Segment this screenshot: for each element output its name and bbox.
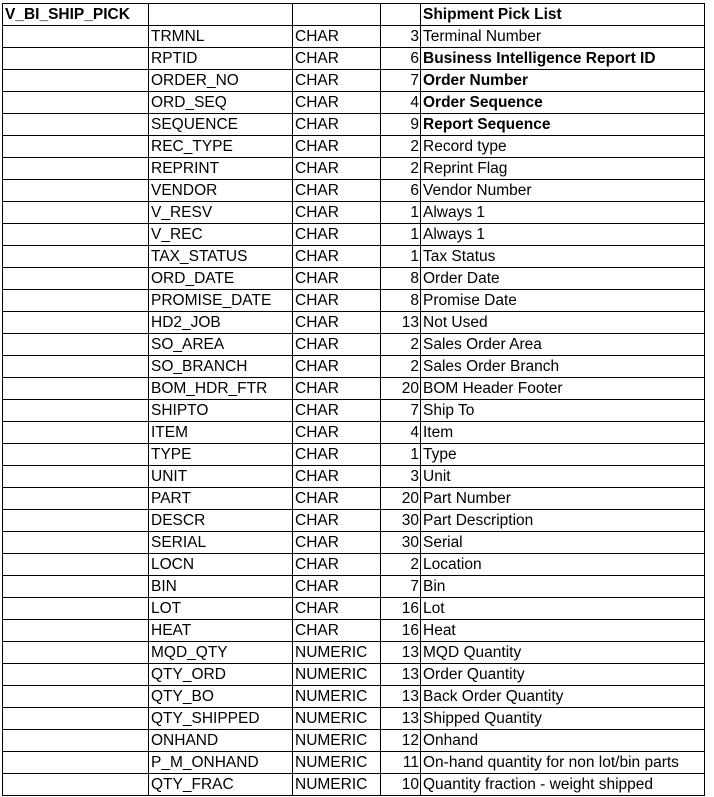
- table-row: [3, 136, 705, 158]
- field-name-cell: SEQUENCE: [149, 114, 293, 136]
- table-row: [3, 598, 705, 620]
- field-length-cell: 6: [381, 180, 421, 202]
- field-length-cell: 7: [381, 400, 421, 422]
- field-name-cell: SERIAL: [149, 532, 293, 554]
- empty-cell: [3, 246, 149, 268]
- empty-cell: [3, 466, 149, 488]
- field-type-cell: CHAR: [293, 422, 381, 444]
- field-length-cell: 1: [381, 246, 421, 268]
- field-description-cell: Sales Order Branch: [421, 356, 705, 378]
- field-name-cell: RPTID: [149, 48, 293, 70]
- field-type-cell: CHAR: [293, 356, 381, 378]
- table-row: [3, 268, 705, 290]
- field-description-cell: Report Sequence: [421, 114, 705, 136]
- field-name-cell: DESCR: [149, 510, 293, 532]
- table-row: [3, 554, 705, 576]
- empty-cell: [3, 664, 149, 686]
- field-type-cell: CHAR: [293, 488, 381, 510]
- field-description-cell: Quantity fraction - weight shipped: [421, 774, 705, 796]
- field-length-cell: 8: [381, 268, 421, 290]
- field-type-cell: CHAR: [293, 312, 381, 334]
- field-name-cell: TYPE: [149, 444, 293, 466]
- empty-cell: [3, 774, 149, 796]
- field-type-cell: CHAR: [293, 246, 381, 268]
- empty-cell: [3, 114, 149, 136]
- table-row: [3, 532, 705, 554]
- empty-cell: [3, 422, 149, 444]
- empty-cell: [3, 598, 149, 620]
- field-type-cell: CHAR: [293, 48, 381, 70]
- field-type-cell: CHAR: [293, 26, 381, 48]
- field-length-cell: 1: [381, 444, 421, 466]
- table-row: [3, 114, 705, 136]
- field-description-cell: Shipped Quantity: [421, 708, 705, 730]
- table-row: [3, 246, 705, 268]
- table-row: [3, 224, 705, 246]
- field-name-cell: QTY_SHIPPED: [149, 708, 293, 730]
- field-length-cell: 3: [381, 26, 421, 48]
- field-type-cell: CHAR: [293, 136, 381, 158]
- field-name-cell: LOCN: [149, 554, 293, 576]
- empty-cell: [3, 70, 149, 92]
- field-type-cell: CHAR: [293, 576, 381, 598]
- empty-cell: [3, 532, 149, 554]
- field-length-cell: 4: [381, 422, 421, 444]
- table-row: [3, 422, 705, 444]
- field-type-cell: CHAR: [293, 180, 381, 202]
- field-type-cell: CHAR: [293, 620, 381, 642]
- field-length-cell: 2: [381, 334, 421, 356]
- table-row: [3, 92, 705, 114]
- table-row: [3, 752, 705, 774]
- field-description-cell: Part Description: [421, 510, 705, 532]
- field-length-cell: 2: [381, 356, 421, 378]
- empty-cell: [3, 180, 149, 202]
- field-name-cell: HEAT: [149, 620, 293, 642]
- empty-cell: [3, 510, 149, 532]
- field-description-cell: Order Date: [421, 268, 705, 290]
- empty-cell: [3, 224, 149, 246]
- field-name-cell: BOM_HDR_FTR: [149, 378, 293, 400]
- field-type-cell: CHAR: [293, 400, 381, 422]
- field-length-cell: 3: [381, 466, 421, 488]
- table-row: [3, 620, 705, 642]
- field-description-cell: Type: [421, 444, 705, 466]
- field-length-cell: 2: [381, 136, 421, 158]
- table-row: [3, 708, 705, 730]
- table-row: [3, 334, 705, 356]
- field-type-cell: NUMERIC: [293, 752, 381, 774]
- field-description-cell: On-hand quantity for non lot/bin parts: [421, 752, 705, 774]
- empty-cell: [3, 400, 149, 422]
- field-name-cell: VENDOR: [149, 180, 293, 202]
- field-name-cell: LOT: [149, 598, 293, 620]
- field-name-cell: BIN: [149, 576, 293, 598]
- empty-cell: [3, 444, 149, 466]
- field-length-cell: 13: [381, 642, 421, 664]
- field-type-cell: NUMERIC: [293, 708, 381, 730]
- field-description-cell: Ship To: [421, 400, 705, 422]
- field-length-cell: 4: [381, 92, 421, 114]
- field-length-cell: 8: [381, 290, 421, 312]
- field-type-cell: CHAR: [293, 224, 381, 246]
- field-name-cell: REPRINT: [149, 158, 293, 180]
- field-description-cell: Location: [421, 554, 705, 576]
- table-row: [3, 48, 705, 70]
- field-name-cell: UNIT: [149, 466, 293, 488]
- field-length-cell: 9: [381, 114, 421, 136]
- empty-cell: [3, 158, 149, 180]
- field-type-cell: NUMERIC: [293, 642, 381, 664]
- field-description-cell: Lot: [421, 598, 705, 620]
- field-name-cell: QTY_BO: [149, 686, 293, 708]
- field-type-cell: CHAR: [293, 444, 381, 466]
- empty-cell: [3, 686, 149, 708]
- field-description-cell: Order Number: [421, 70, 705, 92]
- empty-cell: [3, 730, 149, 752]
- field-type-cell: CHAR: [293, 378, 381, 400]
- field-description-cell: Promise Date: [421, 290, 705, 312]
- field-description-cell: Item: [421, 422, 705, 444]
- field-name-cell: PROMISE_DATE: [149, 290, 293, 312]
- empty-cell: [3, 708, 149, 730]
- field-name-cell: MQD_QTY: [149, 642, 293, 664]
- field-length-cell: 16: [381, 598, 421, 620]
- field-name-cell: TRMNL: [149, 26, 293, 48]
- table-row: [3, 202, 705, 224]
- empty-cell: [3, 202, 149, 224]
- empty-cell: [3, 642, 149, 664]
- field-type-cell: CHAR: [293, 268, 381, 290]
- field-description-cell: BOM Header Footer: [421, 378, 705, 400]
- field-length-cell: 11: [381, 752, 421, 774]
- field-type-cell: CHAR: [293, 510, 381, 532]
- field-length-cell: 7: [381, 70, 421, 92]
- field-description-cell: Part Number: [421, 488, 705, 510]
- field-length-cell: 7: [381, 576, 421, 598]
- field-length-cell: 16: [381, 620, 421, 642]
- field-description-cell: Sales Order Area: [421, 334, 705, 356]
- view-name-cell: V_BI_SHIP_PICK: [3, 4, 149, 26]
- table-row: [3, 488, 705, 510]
- field-type-cell: CHAR: [293, 114, 381, 136]
- field-length-cell: 1: [381, 202, 421, 224]
- field-name-cell: ORD_SEQ: [149, 92, 293, 114]
- field-length-cell: 1: [381, 224, 421, 246]
- empty-cell: [381, 4, 421, 26]
- table-row: [3, 686, 705, 708]
- field-length-cell: 13: [381, 686, 421, 708]
- field-description-cell: Terminal Number: [421, 26, 705, 48]
- field-type-cell: CHAR: [293, 70, 381, 92]
- field-name-cell: V_RESV: [149, 202, 293, 224]
- table-row: [3, 26, 705, 48]
- header-row: [3, 4, 705, 26]
- field-name-cell: ORDER_NO: [149, 70, 293, 92]
- empty-cell: [3, 752, 149, 774]
- field-description-cell: Back Order Quantity: [421, 686, 705, 708]
- field-description-cell: Vendor Number: [421, 180, 705, 202]
- field-type-cell: CHAR: [293, 466, 381, 488]
- field-name-cell: TAX_STATUS: [149, 246, 293, 268]
- field-type-cell: CHAR: [293, 202, 381, 224]
- table-row: [3, 664, 705, 686]
- field-definition-table: [2, 3, 705, 796]
- field-length-cell: 2: [381, 554, 421, 576]
- table-row: [3, 158, 705, 180]
- field-description-cell: Business Intelligence Report ID: [421, 48, 705, 70]
- field-type-cell: NUMERIC: [293, 686, 381, 708]
- field-description-cell: Unit: [421, 466, 705, 488]
- field-name-cell: SHIPTO: [149, 400, 293, 422]
- field-length-cell: 30: [381, 510, 421, 532]
- field-length-cell: 13: [381, 312, 421, 334]
- field-name-cell: SO_AREA: [149, 334, 293, 356]
- field-length-cell: 13: [381, 664, 421, 686]
- field-description-cell: Not Used: [421, 312, 705, 334]
- field-description-cell: Always 1: [421, 202, 705, 224]
- table-row: [3, 466, 705, 488]
- field-description-cell: Heat: [421, 620, 705, 642]
- field-length-cell: 12: [381, 730, 421, 752]
- field-length-cell: 6: [381, 48, 421, 70]
- field-name-cell: PART: [149, 488, 293, 510]
- field-type-cell: CHAR: [293, 554, 381, 576]
- field-type-cell: NUMERIC: [293, 730, 381, 752]
- table-row: [3, 444, 705, 466]
- empty-cell: [3, 378, 149, 400]
- empty-cell: [3, 554, 149, 576]
- field-type-cell: CHAR: [293, 532, 381, 554]
- field-description-cell: Serial: [421, 532, 705, 554]
- table-row: [3, 290, 705, 312]
- field-type-cell: NUMERIC: [293, 664, 381, 686]
- field-length-cell: 20: [381, 378, 421, 400]
- field-name-cell: ORD_DATE: [149, 268, 293, 290]
- field-length-cell: 20: [381, 488, 421, 510]
- table-row: [3, 774, 705, 796]
- field-description-cell: Tax Status: [421, 246, 705, 268]
- table-row: [3, 356, 705, 378]
- table-row: [3, 312, 705, 334]
- table-row: [3, 70, 705, 92]
- empty-cell: [3, 576, 149, 598]
- field-length-cell: 2: [381, 158, 421, 180]
- table-row: [3, 510, 705, 532]
- table-row: [3, 576, 705, 598]
- field-name-cell: HD2_JOB: [149, 312, 293, 334]
- empty-cell: [3, 334, 149, 356]
- field-description-cell: Reprint Flag: [421, 158, 705, 180]
- field-length-cell: 13: [381, 708, 421, 730]
- table-row: [3, 400, 705, 422]
- field-name-cell: REC_TYPE: [149, 136, 293, 158]
- field-type-cell: CHAR: [293, 92, 381, 114]
- table-title-cell: Shipment Pick List: [421, 4, 705, 26]
- empty-cell: [3, 290, 149, 312]
- field-description-cell: Always 1: [421, 224, 705, 246]
- table-row: [3, 378, 705, 400]
- table-row: [3, 642, 705, 664]
- table-row: [3, 730, 705, 752]
- empty-cell: [3, 356, 149, 378]
- empty-cell: [3, 488, 149, 510]
- field-type-cell: NUMERIC: [293, 774, 381, 796]
- empty-cell: [3, 312, 149, 334]
- empty-cell: [3, 26, 149, 48]
- field-description-cell: Order Sequence: [421, 92, 705, 114]
- field-description-cell: MQD Quantity: [421, 642, 705, 664]
- field-description-cell: Bin: [421, 576, 705, 598]
- field-name-cell: QTY_FRAC: [149, 774, 293, 796]
- field-type-cell: CHAR: [293, 334, 381, 356]
- field-type-cell: CHAR: [293, 290, 381, 312]
- empty-cell: [293, 4, 381, 26]
- field-type-cell: CHAR: [293, 598, 381, 620]
- field-name-cell: SO_BRANCH: [149, 356, 293, 378]
- field-type-cell: CHAR: [293, 158, 381, 180]
- field-description-cell: Order Quantity: [421, 664, 705, 686]
- field-name-cell: QTY_ORD: [149, 664, 293, 686]
- empty-cell: [3, 92, 149, 114]
- table-row: [3, 180, 705, 202]
- field-length-cell: 10: [381, 774, 421, 796]
- field-name-cell: ONHAND: [149, 730, 293, 752]
- empty-cell: [3, 620, 149, 642]
- field-name-cell: ITEM: [149, 422, 293, 444]
- field-name-cell: P_M_ONHAND: [149, 752, 293, 774]
- field-description-cell: Onhand: [421, 730, 705, 752]
- empty-cell: [3, 48, 149, 70]
- field-length-cell: 30: [381, 532, 421, 554]
- empty-cell: [149, 4, 293, 26]
- empty-cell: [3, 136, 149, 158]
- field-name-cell: V_REC: [149, 224, 293, 246]
- empty-cell: [3, 268, 149, 290]
- field-description-cell: Record type: [421, 136, 705, 158]
